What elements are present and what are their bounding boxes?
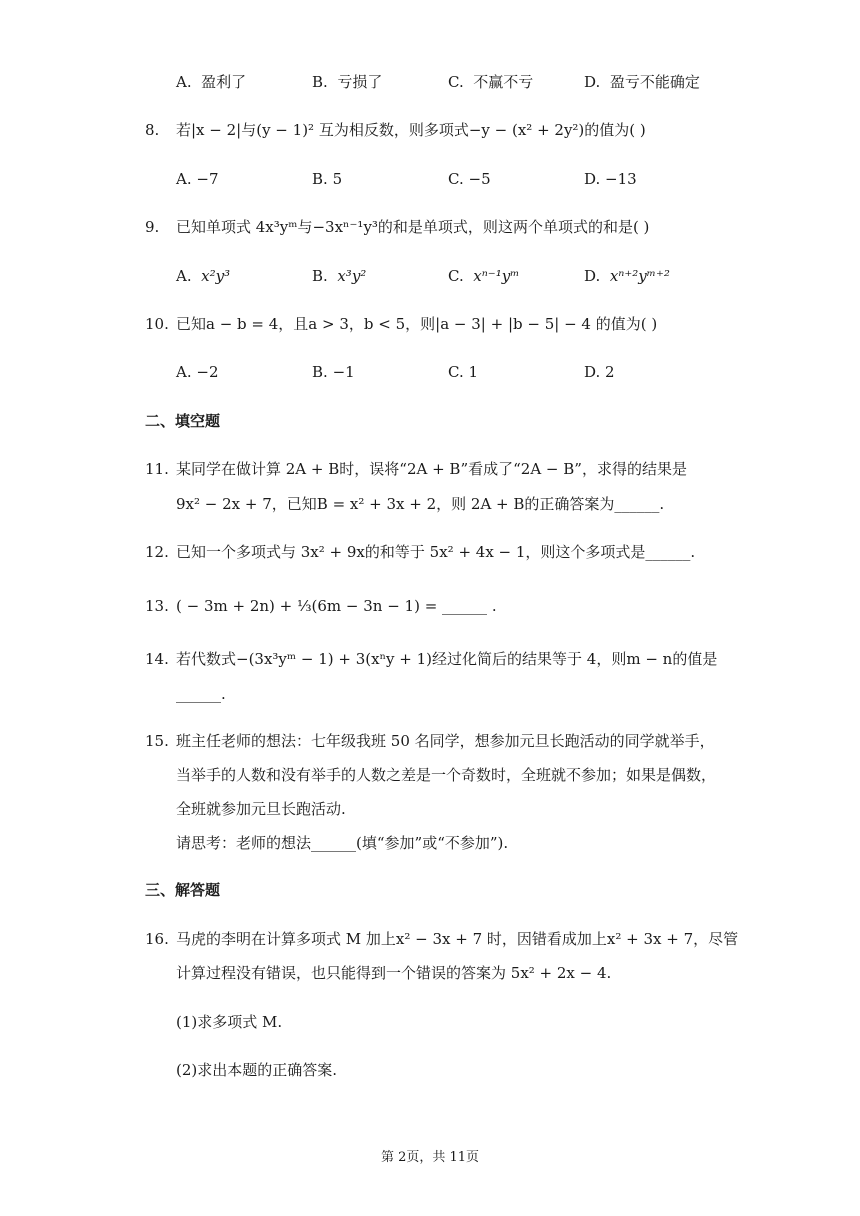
question-text: 已知a − b = 4，且a > 3，b < 5，则|a − 3| + |b − 5| − 4 的值为( ) (176, 315, 658, 333)
option-text: 盈利了 (201, 73, 247, 91)
question-text: 9x² − 2x + 7，已知B = x² + 3x + 2，则 2A + B的正确答案为______. (176, 495, 665, 513)
option-text: −7 (196, 170, 219, 188)
question-text: 当举手的人数和没有举手的人数之差是一个奇数时，全班就不参加；如果是偶数， (176, 766, 717, 784)
question-text: 班主任老师的想法：七年级我班 50 名同学，想参加元旦长跑活动的同学就举手， (176, 732, 715, 750)
q9-options (0, 262, 860, 290)
q14-line1 (0, 645, 860, 673)
option-b (312, 262, 366, 290)
option-c (448, 68, 533, 96)
q11-line2 (0, 490, 860, 518)
question-number: 14. (145, 650, 169, 668)
q8-options (0, 165, 860, 193)
q8-stem (0, 116, 860, 144)
question-number: 12. (145, 543, 169, 561)
option-c (448, 262, 519, 290)
option-label: D. (584, 73, 601, 91)
option-a (176, 262, 230, 290)
q15-line4 (0, 829, 860, 857)
option-label: A. (176, 267, 192, 285)
option-text: −2 (196, 363, 219, 381)
option-label: D. (584, 267, 601, 285)
option-text: xⁿ⁺²yᵐ⁺² (609, 267, 670, 285)
option-text: x³y² (337, 267, 367, 285)
q15-line3 (0, 795, 860, 823)
option-label: D. (584, 363, 601, 381)
section-heading: 三、解答题 (145, 881, 221, 899)
option-b (312, 358, 355, 386)
q11-line1 (0, 455, 860, 483)
option-b (312, 68, 382, 96)
option-text: 不赢不亏 (473, 73, 534, 91)
q10-options (0, 358, 860, 386)
option-c (448, 165, 491, 193)
option-label: B. (312, 267, 328, 285)
question-text: 已知单项式 4x³yᵐ与−3xⁿ⁻¹y³的和是单项式，则这两个单项式的和是( ) (176, 218, 650, 236)
option-a (176, 358, 219, 386)
question-text: ( − 3m + 2n) + ⅓(6m − 3n − 1) = ______ . (176, 597, 497, 615)
section-answer (0, 876, 860, 904)
q7-options (0, 68, 860, 96)
option-label: A. (176, 363, 192, 381)
option-label: C. (448, 267, 464, 285)
question-text: 已知一个多项式与 3x² + 9x的和等于 5x² + 4x − 1，则这个多项式是______. (176, 543, 696, 561)
question-text: 请思考：老师的想法______(填“参加”或“不参加”). (176, 834, 509, 852)
q10-stem (0, 310, 860, 338)
option-label: B. (312, 363, 328, 381)
option-text: −5 (468, 170, 491, 188)
question-number: 11. (145, 460, 169, 478)
option-text: xⁿ⁻¹yᵐ (473, 267, 520, 285)
page-footer: 第 2页，共 11页 (380, 1150, 480, 1165)
option-label: A. (176, 170, 192, 188)
option-label: C. (448, 363, 464, 381)
option-label: D. (584, 170, 601, 188)
question-number: 13. (145, 597, 169, 615)
option-b (312, 165, 342, 193)
sub-question: (1)求多项式 M. (176, 1013, 283, 1031)
question-number: 10. (145, 315, 169, 333)
option-label: B. (312, 170, 328, 188)
question-text: 计算过程没有错误，也只能得到一个错误的答案为 5x² + 2x − 4. (176, 964, 612, 982)
option-text: x²y³ (201, 267, 231, 285)
option-text: 2 (605, 363, 615, 381)
question-text: 某同学在做计算 2A + B时，误将“2A + B”看成了“2A − B”，求得的结果是 (176, 460, 687, 478)
q15-line2 (0, 761, 860, 789)
option-d (584, 68, 700, 96)
option-d (584, 262, 670, 290)
option-label: A. (176, 73, 192, 91)
question-number: 16. (145, 930, 169, 948)
option-label: B. (312, 73, 328, 91)
option-text: −13 (605, 170, 637, 188)
question-number: 9. (145, 218, 160, 236)
option-text: 亏损了 (337, 73, 383, 91)
question-text: 全班就参加元旦长跑活动. (176, 800, 346, 818)
q16-part1 (0, 1008, 860, 1036)
q13-line1 (0, 592, 860, 620)
question-number: 8. (145, 121, 160, 139)
option-a (176, 68, 246, 96)
question-number: 15. (145, 732, 169, 750)
option-text: −1 (332, 363, 355, 381)
option-c (448, 358, 478, 386)
section-heading: 二、填空题 (145, 412, 221, 430)
option-d (584, 358, 615, 386)
section-fill-in (0, 407, 860, 435)
sub-question: (2)求出本题的正确答案. (176, 1061, 338, 1079)
option-a (176, 165, 219, 193)
q16-line1 (0, 925, 860, 953)
option-text: 1 (468, 363, 479, 381)
option-text: 盈亏不能确定 (609, 73, 700, 91)
q16-part2 (0, 1056, 860, 1084)
q15-line1 (0, 727, 860, 755)
q14-line2 (0, 680, 860, 708)
question-text: 马虎的李明在计算多项式 M 加上x² − 3x + 7 时，因错看成加上x² + 3x + 7，尽管 (176, 930, 739, 948)
question-text: 若代数式−(3x³yᵐ − 1) + 3(xⁿy + 1)经过化简后的结果等于 4，则m − n的值是 (176, 650, 718, 668)
option-label: C. (448, 73, 464, 91)
q16-line2 (0, 959, 860, 987)
question-text: ______. (176, 685, 226, 703)
q12-line1 (0, 538, 860, 566)
question-text: 若|x − 2|与(y − 1)² 互为相反数，则多项式−y − (x² + 2y²)的值为( ) (176, 121, 646, 139)
option-d (584, 165, 637, 193)
option-text: 5 (332, 170, 343, 188)
q9-stem (0, 213, 860, 241)
option-label: C. (448, 170, 464, 188)
